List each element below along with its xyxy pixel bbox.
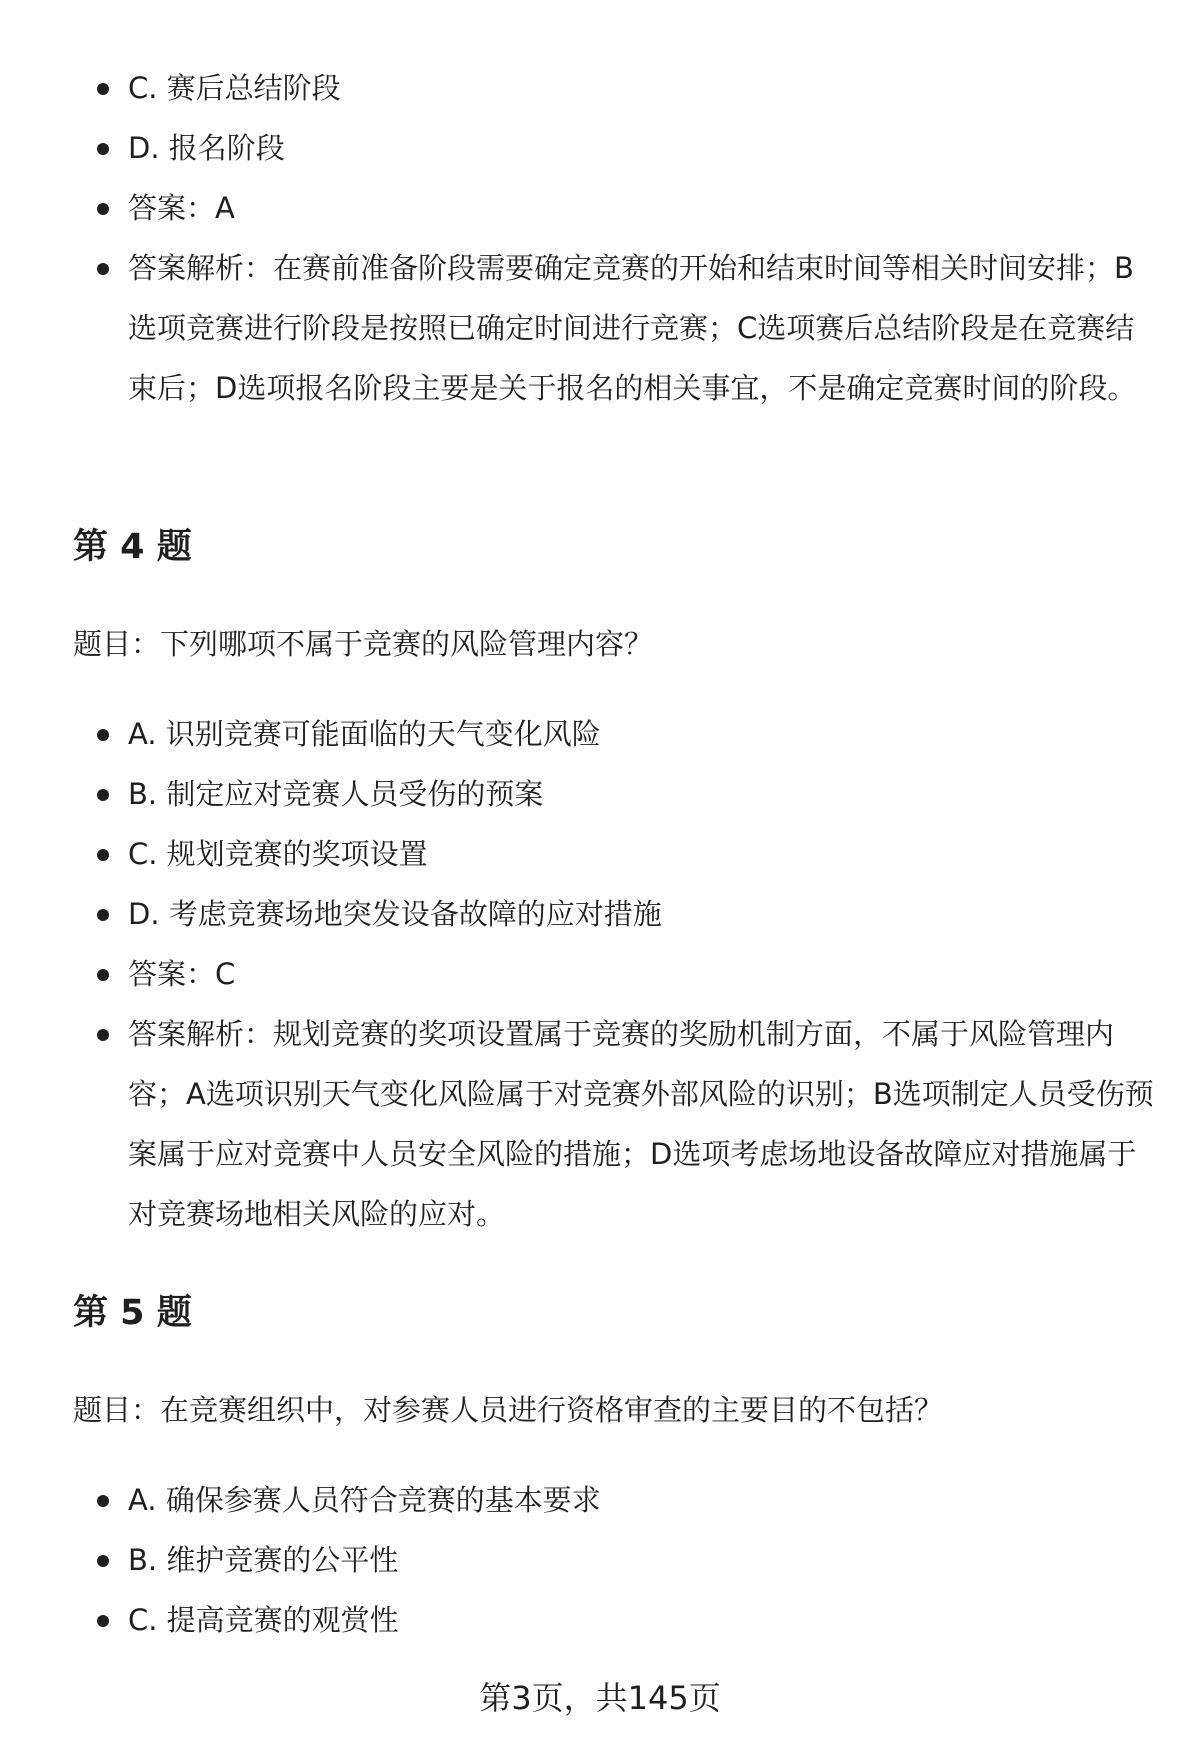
list-item [0, 178, 1200, 238]
q5-heading: 第 5 题 [73, 1293, 192, 1333]
q4-option-c: C. 规划竞赛的奖项设置 [128, 837, 428, 871]
list-item [0, 1590, 1200, 1650]
list-item [0, 764, 1200, 824]
list-item [0, 1004, 1200, 1244]
bullet-icon [97, 1555, 109, 1567]
bullet-icon [97, 849, 109, 861]
q3-option-d: D. 报名阶段 [128, 131, 285, 165]
list-item [0, 884, 1200, 944]
q4-stem: 题目：下列哪项不属于竞赛的风险管理内容？ [73, 627, 654, 661]
bullet-icon [97, 203, 109, 215]
bullet-icon [97, 83, 109, 95]
q3-option-list [0, 58, 1200, 418]
q4-option-b: B. 制定应对竞赛人员受伤的预案 [128, 777, 544, 811]
q3-option-c: C. 赛后总结阶段 [128, 71, 341, 105]
q3-explanation: 答案解析：在赛前准备阶段需要确定竞赛的开始和结束时间等相关时间安排；B选项竞赛进行阶段是按照已确定时间进行竞赛；C选项赛后总结阶段是在竞赛结束后；D选项报名阶段主要是关于报名的相关事宜，不是确定竞赛时间的阶段。 [128, 251, 1137, 405]
q4-explanation: 答案解析：规划竞赛的奖项设置属于竞赛的奖励机制方面，不属于风险管理内容；A选项识别天气变化风险属于对竞赛外部风险的识别；B选项制定人员受伤预案属于应对竞赛中人员安全风险的措施；D选项考虑场地设备故障应对措施属于对竞赛场地相关风险的应对。 [128, 1017, 1154, 1231]
list-item [0, 58, 1200, 118]
bullet-icon [97, 729, 109, 741]
list-item [0, 944, 1200, 1004]
q4-option-list [0, 704, 1200, 1244]
page-number-footer: 第3页，共145页 [479, 1679, 721, 1717]
q5-option-b: B. 维护竞赛的公平性 [128, 1543, 399, 1577]
q5-option-list [0, 1470, 1200, 1650]
q5-stem: 题目：在竞赛组织中，对参赛人员进行资格审查的主要目的不包括？ [73, 1393, 944, 1427]
q5-option-a: A. 确保参赛人员符合竞赛的基本要求 [128, 1483, 601, 1517]
bullet-icon [97, 909, 109, 921]
bullet-icon [97, 143, 109, 155]
q5-option-c: C. 提高竞赛的观赏性 [128, 1603, 399, 1637]
bullet-icon [97, 1495, 109, 1507]
bullet-icon [97, 1029, 109, 1041]
q4-option-d: D. 考虑竞赛场地突发设备故障的应对措施 [128, 897, 662, 931]
list-item [0, 1470, 1200, 1530]
q3-answer: 答案：A [128, 191, 235, 225]
q4-answer: 答案：C [128, 957, 236, 991]
list-item [0, 118, 1200, 178]
bullet-icon [97, 969, 109, 981]
q4-option-a: A. 识别竞赛可能面临的天气变化风险 [128, 717, 601, 751]
list-item [0, 1530, 1200, 1590]
bullet-icon [97, 1615, 109, 1627]
list-item [0, 238, 1200, 418]
q4-heading: 第 4 题 [73, 527, 192, 567]
bullet-icon [97, 789, 109, 801]
list-item [0, 824, 1200, 884]
list-item [0, 704, 1200, 764]
bullet-icon [97, 263, 109, 275]
